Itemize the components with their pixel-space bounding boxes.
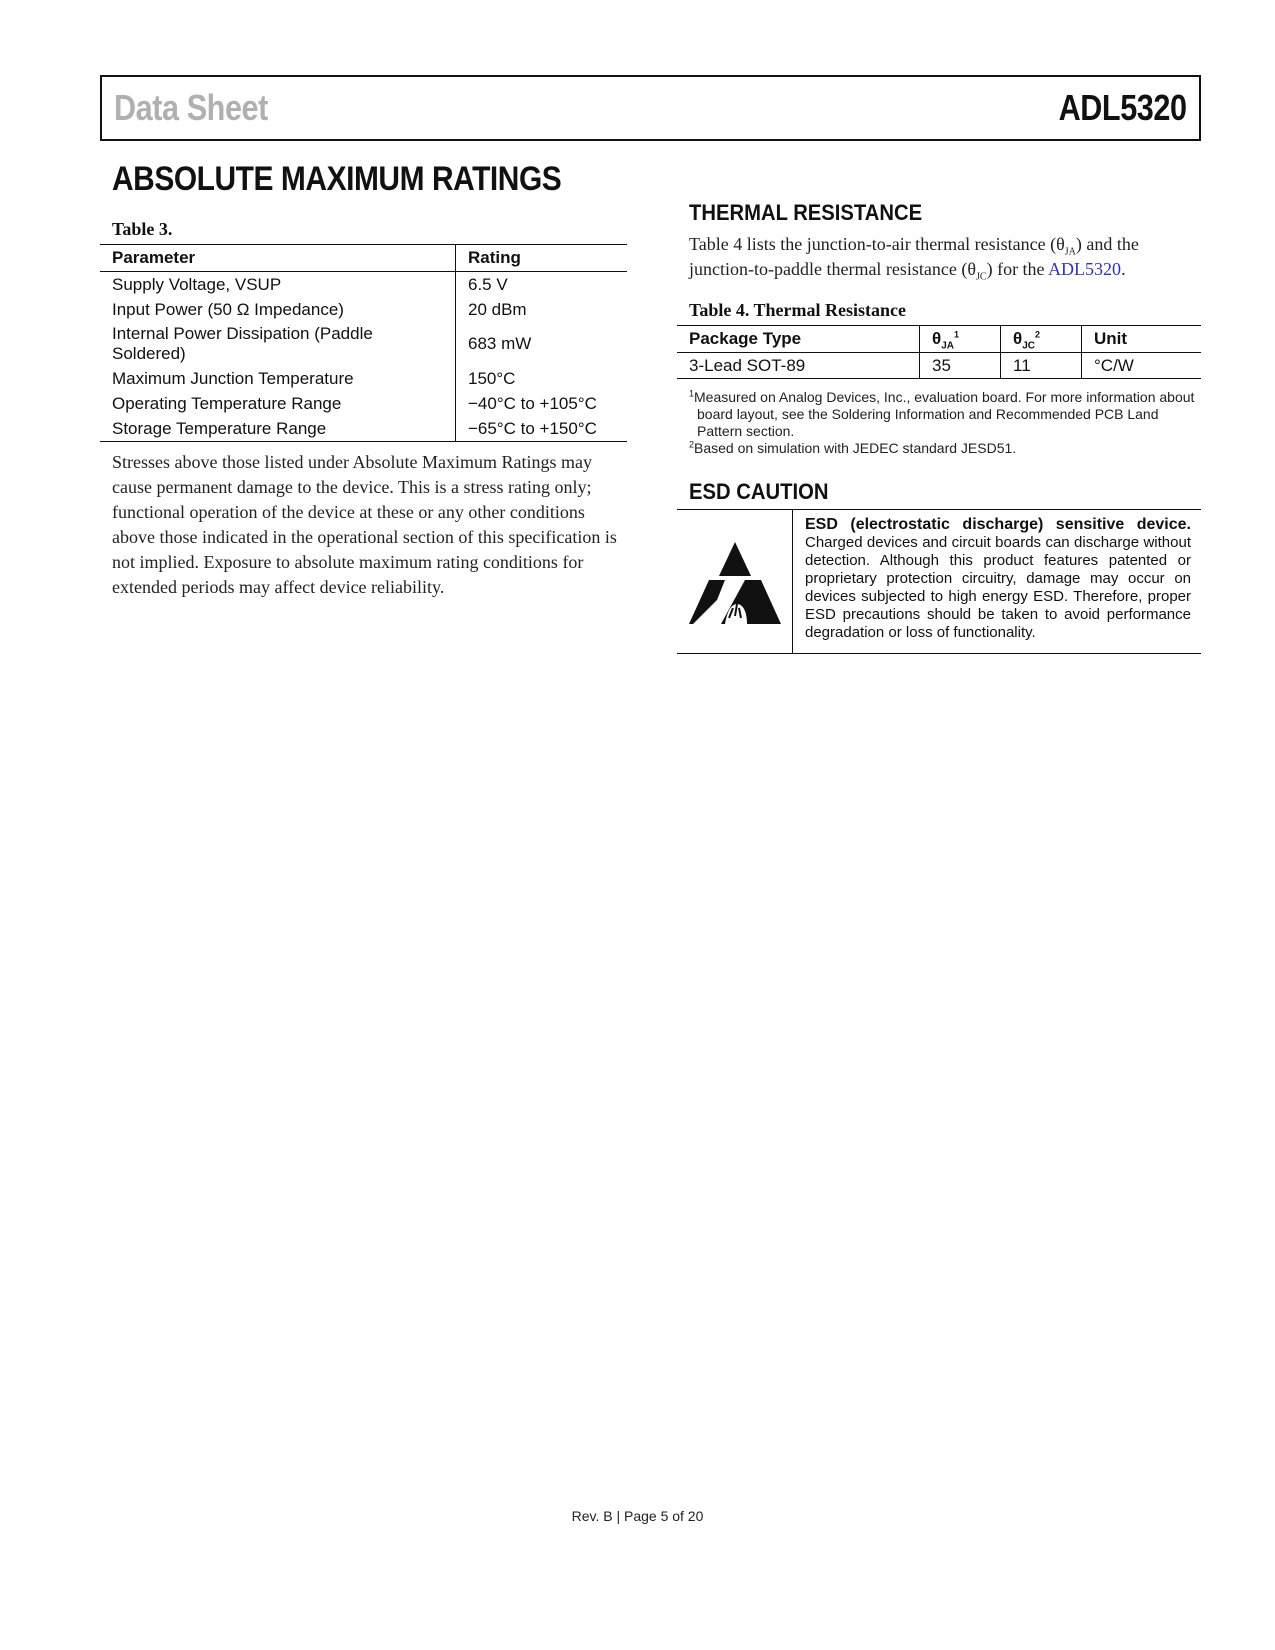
column-header: Package Type [677, 326, 920, 353]
doc-type-label: Data Sheet [114, 87, 268, 128]
table-cell: °C/W [1082, 353, 1202, 379]
footnote-number: 1 [689, 388, 695, 399]
esd-description: Charged devices and circuit boards can discharge without detection. Although this product features patented or proprietary protection circuitry, damage may occur on devices subjected to high energy ESD. Therefore, proper ESD precautions should be taken to avoid performance degradation or loss of functionality. [805, 534, 1191, 641]
footnote [689, 440, 1201, 457]
table-row [100, 416, 627, 442]
text-span: ) and the junction-to-paddle thermal resistance (θ [689, 234, 1139, 279]
table-cell: Maximum Junction Temperature [112, 368, 354, 388]
theta-symbol: θ [932, 329, 942, 348]
footnote-ref: 2 [1035, 329, 1041, 340]
column-header: Parameter [100, 245, 456, 272]
section-title-esd: ESD CAUTION [689, 479, 829, 504]
table-cell: Supply Voltage, VSUP [112, 274, 282, 294]
part-number: ADL5320 [1059, 87, 1187, 128]
right-column [677, 200, 1201, 654]
esd-warning-icon [677, 510, 793, 653]
left-column [100, 160, 627, 600]
page-header [100, 75, 1201, 141]
footnote-text: Based on simulation with JEDEC standard JESD51. [694, 440, 1017, 456]
thermal-intro [689, 232, 1201, 282]
text-span: ) for the [986, 259, 1049, 279]
section-title-thermal: THERMAL RESISTANCE [689, 200, 923, 225]
table-cell: 150°C [456, 366, 628, 391]
table-cell: Internal Power Dissipation (Paddle Soldered) [112, 324, 373, 363]
column-header-theta-jc [1001, 326, 1082, 353]
table-cell: −65°C to +150°C [456, 416, 628, 442]
table-cell: Storage Temperature Range [100, 416, 456, 442]
esd-caution-box [677, 509, 1201, 654]
table-cell: Input Power (50 Ω Impedance) [112, 299, 344, 319]
table-row [100, 391, 627, 416]
thermal-table [677, 325, 1201, 379]
footnote [689, 389, 1201, 440]
table-cell: 20 dBm [456, 297, 628, 322]
abs-max-table [100, 244, 627, 442]
table-row [100, 272, 627, 298]
column-header: Rating [456, 245, 628, 272]
table-4-caption: Table 4. Thermal Resistance [689, 300, 907, 320]
subscript: JA [941, 340, 954, 352]
table-row [100, 322, 627, 366]
table-row [677, 353, 1201, 379]
text-span: . [1121, 259, 1126, 279]
table-cell: Operating Temperature Range [112, 393, 342, 413]
table-cell: 3-Lead SOT-89 [677, 353, 920, 379]
esd-text [793, 510, 1201, 653]
esd-bold-lead: ESD (electrostatic discharge) sensitive device. [805, 516, 1191, 533]
text-span: Table 4 lists the junction-to-air thermal resistance (θ [689, 234, 1065, 254]
table-cell: −40°C to +105°C [456, 391, 628, 416]
table-cell: 6.5 V [456, 272, 628, 298]
subscript: JC [976, 271, 987, 283]
adl5320-link[interactable]: ADL5320 [1048, 259, 1122, 279]
theta-symbol: θ [1013, 329, 1023, 348]
table-cell: 35 [920, 353, 1001, 379]
table-row [100, 297, 627, 322]
table-cell: 683 mW [456, 322, 628, 366]
column-header: Unit [1082, 326, 1202, 353]
table-3-caption: Table 3. [112, 219, 173, 239]
table-row [100, 366, 627, 391]
page-footer: Rev. B | Page 5 of 20 [571, 1508, 704, 1524]
section-title-abs-max: ABSOLUTE MAXIMUM RATINGS [112, 160, 562, 198]
subscript: JA [1064, 246, 1076, 258]
subscript: JC [1022, 340, 1035, 352]
thermal-footnotes [689, 389, 1201, 457]
footnote-number: 2 [689, 439, 695, 450]
table-cell: 11 [1001, 353, 1082, 379]
abs-max-paragraph: Stresses above those listed under Absolute Maximum Ratings may cause permanent damage to the device. This is a stress rating only; functional operation of the device at these or any other conditions above those indicated in the operational section of this specification is not implied. Exposure to absolute maximum rating conditions for extended periods may affect device reliability. [112, 452, 617, 597]
footnote-text: Measured on Analog Devices, Inc., evaluation board. For more information about board layout, see the Soldering Information and Recommended PCB Land Pattern section. [694, 389, 1195, 439]
footnote-ref: 1 [954, 329, 960, 340]
column-header-theta-ja [920, 326, 1001, 353]
